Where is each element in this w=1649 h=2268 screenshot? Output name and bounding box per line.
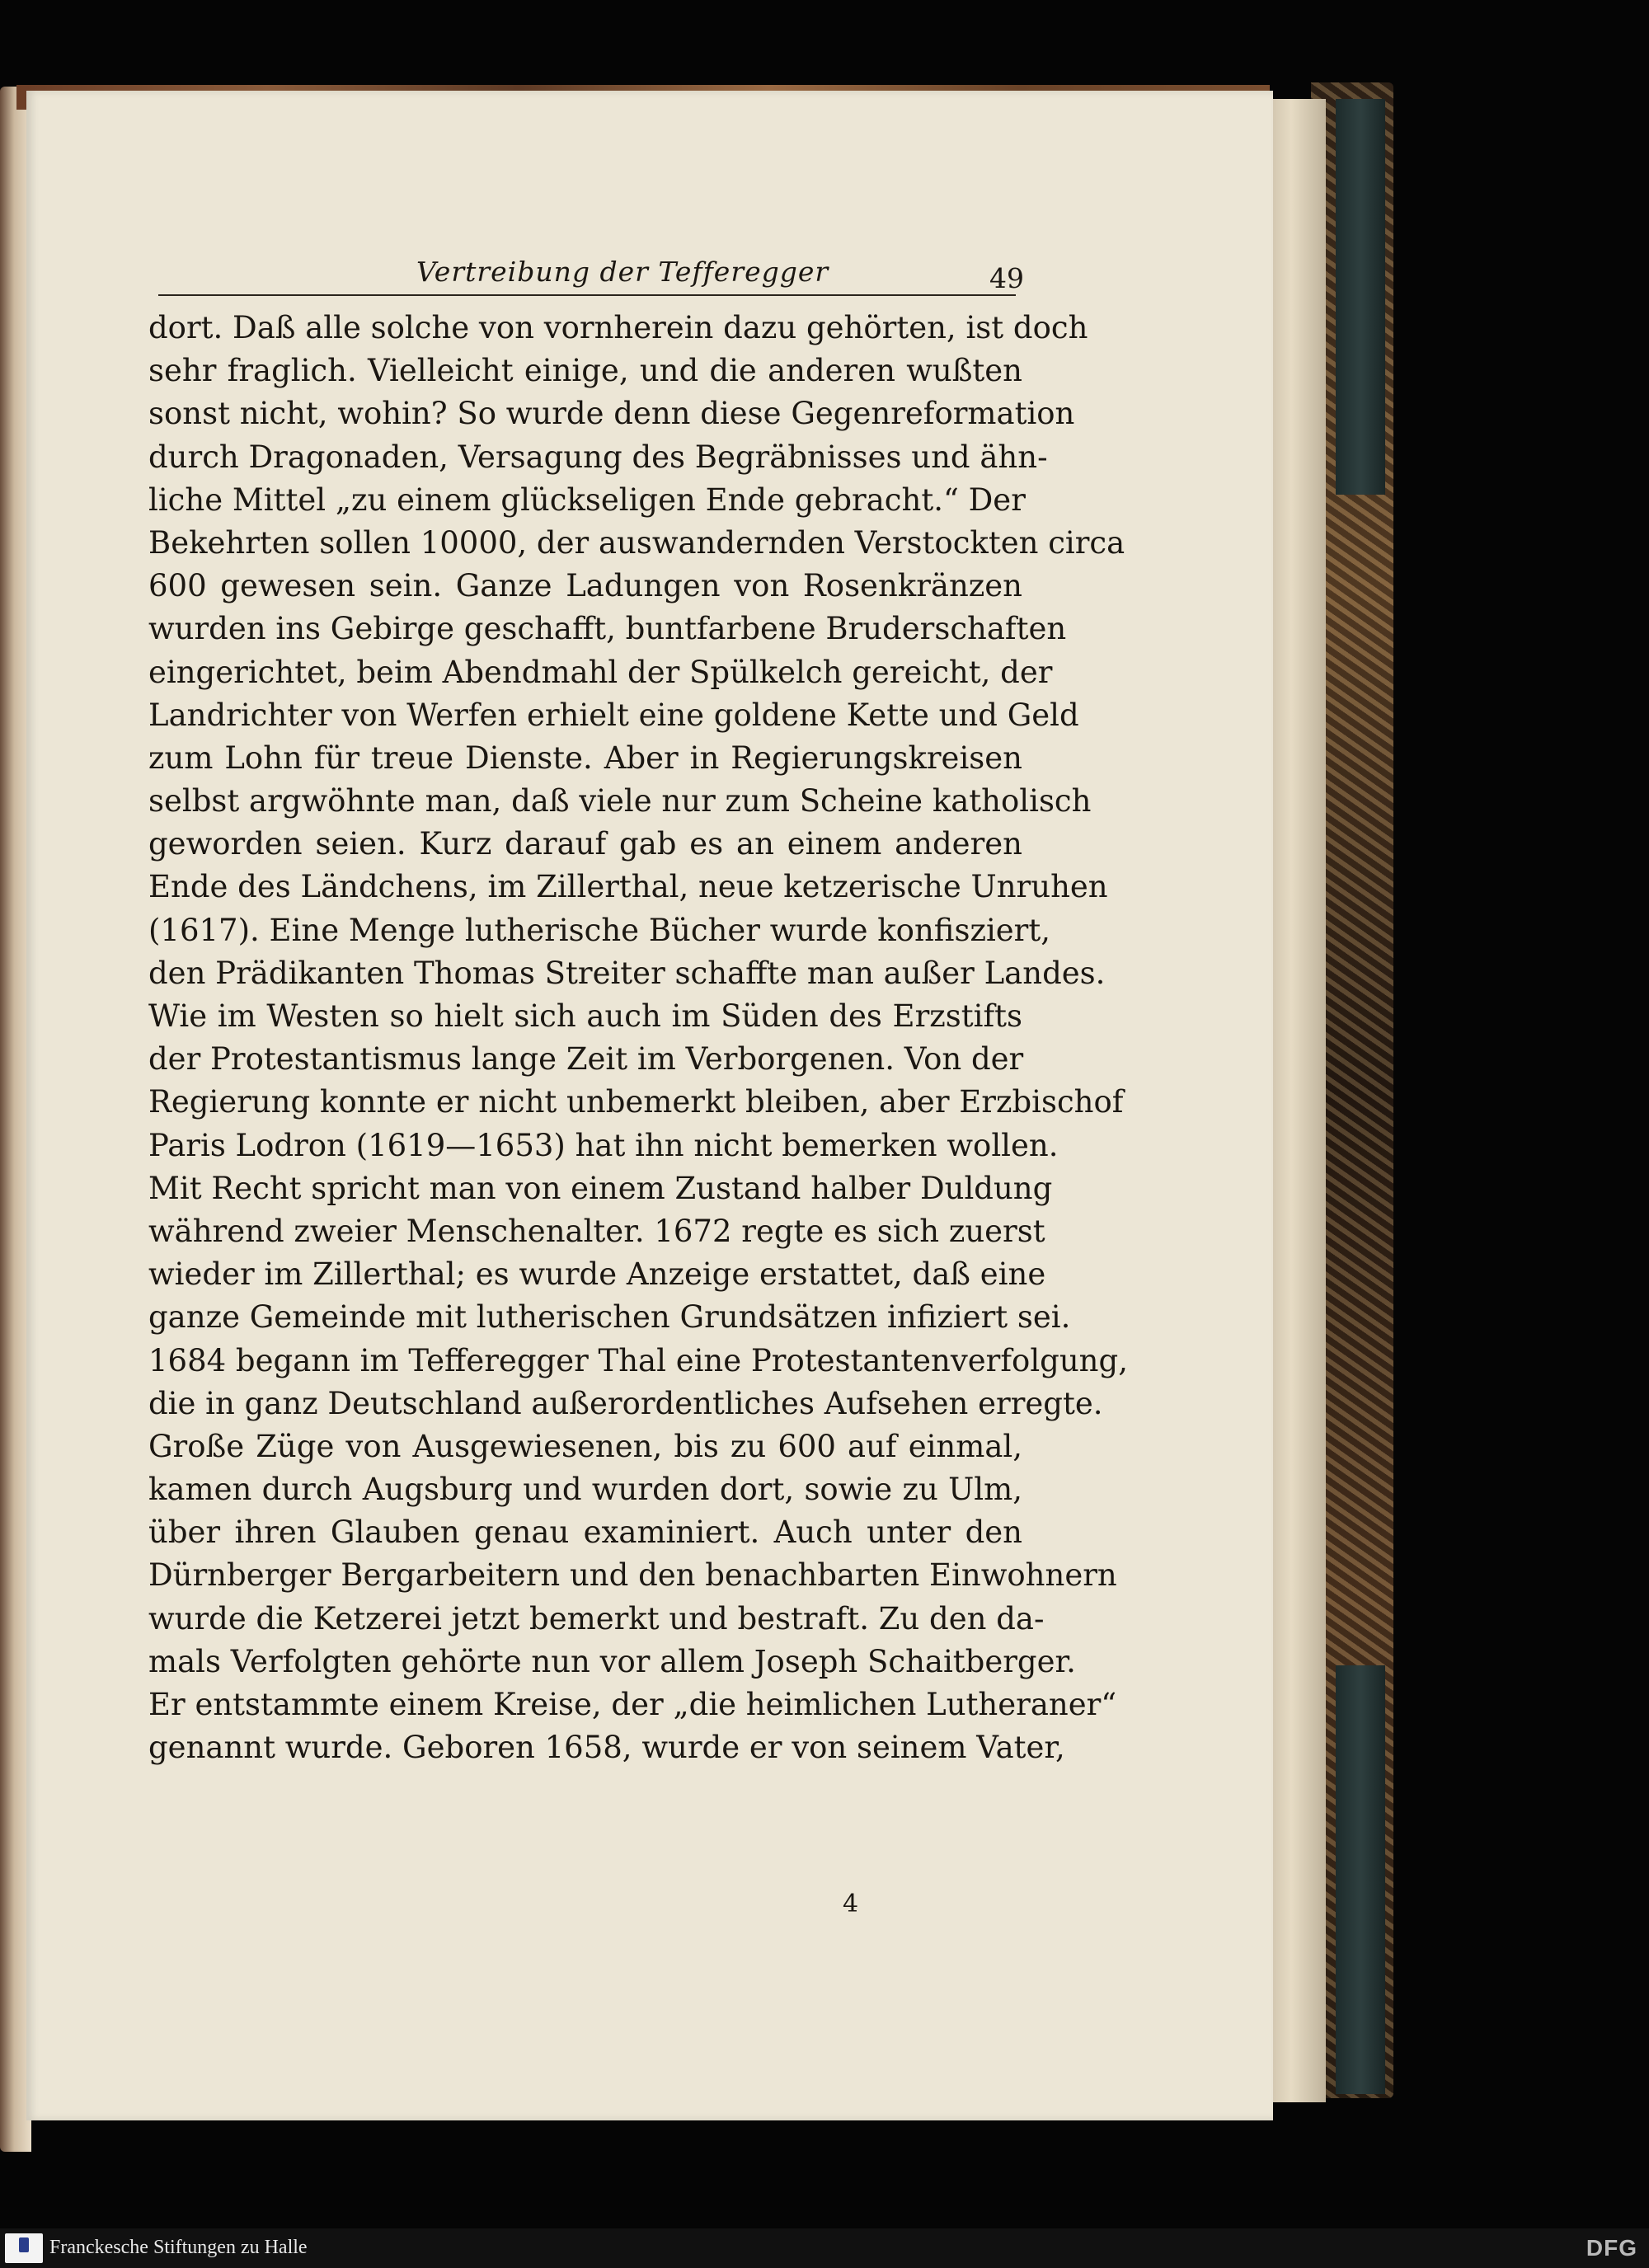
text-line: während zweier Menschenalter. 1672 regte es sich zuerst [148,1213,1045,1249]
text-line: die in ganz Deutschland außerordentliches Aufsehen erregte. [148,1385,1103,1421]
text-line: Bekehrten sollen 10000, der auswandernden Verstockten circa [148,524,1125,561]
text-line: genannt wurde. Geboren 1658, wurde er von seinem Vater, [148,1730,1065,1766]
text-line: liche Mittel „zu einem glückseligen Ende gebracht.“ Der [148,481,1026,518]
text-line: kamen durch Augsburg und wurden dort, sowie zu Ulm, [148,1472,1022,1508]
text-line: den Prädikanten Thomas Streiter schaffte man außer Landes. [148,955,1106,991]
institution-name: Franckesche Stiftungen zu Halle [49,2237,308,2258]
text-line: Mit Recht spricht man von einem Zustand halber Duldung [148,1170,1053,1206]
text-line: Große Züge von Ausgewiesenen, bis zu 600 auf einmal, [148,1428,1022,1464]
book-spine-lower [1336,1665,1385,2094]
text-line: Er entstammte einem Kreise, der „die heimlichen Lutheraner“ [148,1687,1117,1722]
text-line: der Protestantismus lange Zeit im Verborgenen. Von der [148,1041,1024,1078]
body-text [148,307,1128,1769]
text-line: wieder im Zillerthal; es wurde Anzeige erstattet, daß eine [148,1256,1046,1293]
signature-mark: 4 [843,1890,859,1918]
text-line: durch Dragonaden, Versagung des Begräbnisses und ähn- [148,439,1048,475]
text-line: Regierung konnte er nicht unbemerkt bleiben, aber Erzbischof [148,1084,1124,1120]
page-stack [1268,99,1326,2102]
text-line: über ihren Glauben genau examiniert. Auch unter den [148,1514,1022,1551]
text-line: sehr fraglich. Vielleicht einige, und die anderen wußten [148,353,1022,389]
running-head: Vertreibung der Tefferegger [416,256,829,288]
text-line: Landrichter von Werfen erhielt eine goldene Kette und Geld [148,697,1079,733]
text-line: zum Lohn für treue Dienste. Aber in Regierungskreisen [148,740,1022,776]
text-line: (1617). Eine Menge lutherische Bücher wurde konfisziert, [148,912,1050,948]
text-line: geworden seien. Kurz darauf gab es an einem anderen [148,826,1022,862]
text-line: eingerichtet, beim Abendmahl der Spülkelch gereicht, der [148,654,1053,690]
footer-bar [0,2228,1649,2268]
text-line: sonst nicht, wohin? So wurde denn diese Gegenreformation [148,396,1075,432]
text-line: ganze Gemeinde mit lutherischen Grundsätzen infiziert sei. [148,1299,1071,1336]
text-line: Paris Lodron (1619—1653) hat ihn nicht bemerken wollen. [148,1127,1059,1163]
book-spine-upper [1336,99,1385,495]
text-line: selbst argwöhnte man, daß viele nur zum Scheine katholisch [148,783,1092,819]
text-line: Dürnberger Bergarbeitern und den benachbarten Einwohnern [148,1557,1117,1594]
header-rule [158,294,1016,296]
text-line: 1684 begann im Tefferegger Thal eine Protestantenverfolgung, [148,1342,1128,1378]
page-number: 49 [989,262,1024,294]
text-line: dort. Daß alle solche von vornherein dazu gehörten, ist doch [148,310,1088,345]
text-line: mals Verfolgten gehörte nun vor allem Joseph Schaitberger. [148,1643,1076,1679]
dfg-badge: DFG [1586,2235,1637,2261]
text-line: wurde die Ketzerei jetzt bemerkt und bestraft. Zu den da- [148,1600,1045,1636]
text-line: Wie im Westen so hielt sich auch im Süden des Erzstifts [148,998,1022,1034]
text-line: 600 gewesen sein. Ganze Ladungen von Rosenkränzen [148,568,1022,604]
text-line: Ende des Ländchens, im Zillerthal, neue ketzerische Unruhen [148,869,1108,905]
institution-logo-icon [5,2233,43,2263]
text-line: wurden ins Gebirge geschafft, buntfarbene Bruderschaften [148,611,1067,647]
